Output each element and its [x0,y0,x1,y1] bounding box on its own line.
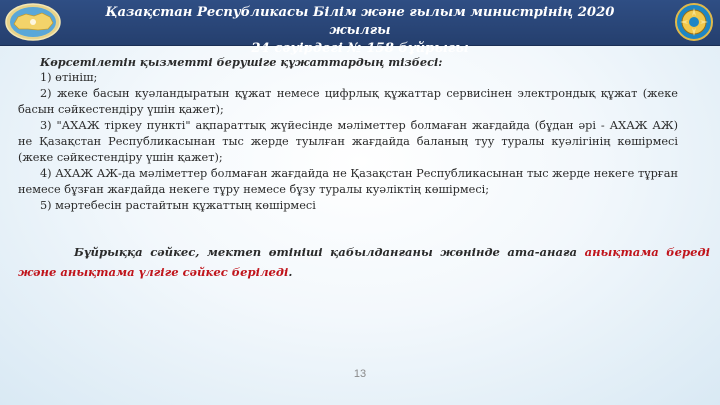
title-line-1: Қазақстан Республикасы Білім және ғылым министрінің 2020 жылғы [105,5,615,38]
note-end: . [288,265,293,279]
page-title [95,4,625,58]
note-highlight: анықтама береді және анықтама үлгіге сәйкес беріледі [18,245,710,279]
title-line-2: 24 сәуірдегі № 158 бұйрығы [251,41,469,56]
list-heading: Көрсетілетін қызметті берушіге құжаттардың тізбесі: [40,55,443,69]
state-emblem-icon [674,2,714,42]
list-item: 1) өтініш; [40,71,98,84]
list-item: 3) "АХАЖ тіркеу пункті" ақпараттық жүйесінде мәліметтер болмаған жағдайда (бұдан әрі - АХАЖ АЖ) не Қазақстан Республикасынан тыс жерде туылған жағдайда баланың туу туралы куәлігінің көшірмесі (жеке сәйкестендіру үшін қажет); [18,119,678,164]
page-number: 13 [353,368,367,380]
list-item: 5) мәртебесін растайтын құжаттың көшірмесі [40,199,316,212]
title-banner [0,0,720,56]
note-text: Бұйрыққа сәйкес, мектеп өтініші қабылданғаны жөнінде ата-анаға [74,245,578,259]
kazakhstan-map-emblem-icon [4,2,62,42]
list-item: 2) жеке басын куәландыратын құжат немесе цифрлық құжаттар сервисінен электрондық құжат (жеке басын сәйкестендіру үшін қажет); [18,87,678,116]
list-item: 4) АХАЖ АЖ-да мәліметтер болмаған жағдайда не Қазақстан Республикасынан тыс жерде некеге тұрған немесе бұзған жағдайда некеге тұру немесе бұзу туралы куәліктің көшірмесі; [18,167,678,196]
order-note [18,242,710,282]
documents-list [18,54,678,214]
